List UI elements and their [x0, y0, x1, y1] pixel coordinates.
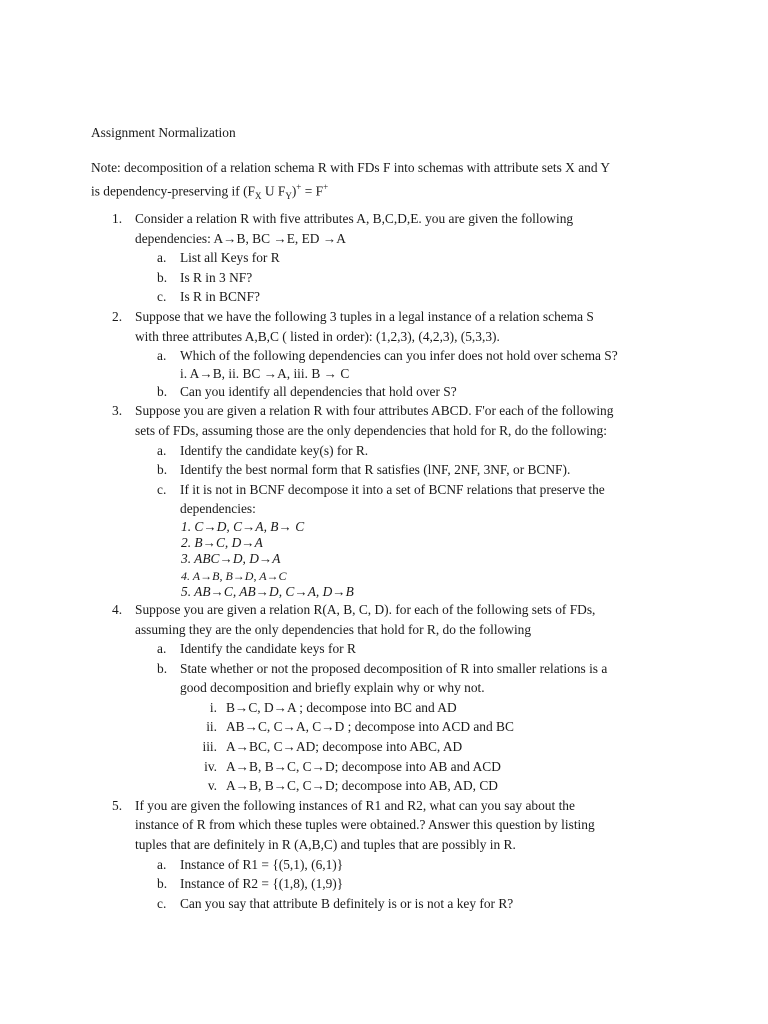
- sub-item: c. Can you say that attribute B definitely is or is not a key for R?: [157, 895, 514, 911]
- sub-item: b. State whether or not the proposed decomposition of R into smaller relations is a: [157, 660, 608, 676]
- question-text-line: with three attributes A,B,C ( listed in order): (1,2,3), (4,2,3), (5,3,3).: [135, 328, 500, 344]
- question-1: [0, 209, 690, 307]
- question-number: 3.: [112, 403, 123, 419]
- question-number: 4.: [112, 601, 123, 617]
- question-text-line: If you are given the following instances of R1 and R2, what can you say about the: [135, 797, 575, 813]
- roman-item: iv. A→B, B→C, C→D; decompose into AB and ACD: [204, 758, 501, 774]
- question-list: [0, 209, 768, 913]
- sub-item: c. Is R in BCNF?: [157, 289, 260, 305]
- note-paragraph: [91, 158, 691, 206]
- sub-item: b. Can you identify all dependencies that hold over S?: [157, 383, 457, 399]
- dependency-options: i. A→B, ii. BC →A, iii. B → C: [180, 365, 350, 381]
- question-number: 1.: [112, 211, 123, 226]
- question-text-line: tuples that are definitely in R (A,B,C) and tuples that are possibly in R.: [135, 837, 516, 853]
- sub-item: a. Which of the following dependencies can you infer does not hold over schema S?: [157, 348, 618, 364]
- roman-item: v. A→B, B→C, C→D; decompose into AB, AD, CD: [207, 778, 498, 794]
- note-line-1: Note: decomposition of a relation schema R with FDs F into schemas with attribute sets X and Y: [91, 160, 611, 175]
- sub-item: a. Identify the candidate key(s) for R.: [157, 442, 369, 458]
- sub-item-continuation: dependencies:: [180, 501, 256, 517]
- question-text-line: Consider a relation R with five attributes A, B,C,D,E. you are given the following: [135, 211, 574, 226]
- sub-item: b. Is R in 3 NF?: [157, 269, 253, 285]
- question-text-line: Suppose you are given a relation R(A, B, C, D). for each of the following sets of FDs,: [135, 601, 596, 617]
- question-text-line: assuming they are the only dependencies that hold for R, do the following: [135, 621, 532, 637]
- question-2: [0, 307, 690, 401]
- fd-set-item: 1. C→D, C→A, B→ C: [181, 518, 305, 534]
- question-text-line: dependencies: A→B, BC →E, ED →A: [135, 230, 346, 246]
- fd-set-item: 5. AB→C, AB→D, C→A, D→B: [181, 583, 354, 599]
- sub-item: c. If it is not in BCNF decompose it into a set of BCNF relations that preserve the: [157, 481, 605, 497]
- question-number: 5.: [112, 797, 123, 813]
- sub-item: a. List all Keys for R: [157, 250, 280, 266]
- roman-item: i. B→C, D→A ; decompose into BC and AD: [209, 699, 457, 715]
- fd-set-item: 3. ABC→D, D→A: [181, 551, 281, 567]
- sub-item-continuation: good decomposition and briefly explain why or why not.: [180, 680, 485, 696]
- question-5: [0, 796, 690, 914]
- question-4: [0, 600, 690, 796]
- question-text-line: instance of R from which these tuples were obtained.? Answer this question by listing: [135, 817, 595, 833]
- question-text-line: Suppose you are given a relation R with four attributes ABCD. F'or each of the following: [135, 403, 614, 419]
- question-text-line: sets of FDs, assuming those are the only dependencies that hold for R, do the following:: [135, 422, 607, 438]
- question-text-line: Suppose that we have the following 3 tuples in a legal instance of a relation schema S: [135, 308, 594, 324]
- fd-set-item: 4. A→B, B→D, A→C: [181, 568, 287, 583]
- sub-item: a. Identify the candidate keys for R: [157, 641, 356, 657]
- sub-item: a. Instance of R1 = {(5,1), (6,1)}: [157, 856, 344, 872]
- roman-item: iii. A→BC, C→AD; decompose into ABC, AD: [202, 739, 463, 755]
- sub-item: b. Identify the best normal form that R satisfies (lNF, 2NF, 3NF, or BCNF).: [157, 462, 571, 478]
- roman-item: ii. AB→C, C→A, C→D ; decompose into ACD and BC: [206, 719, 514, 735]
- note-line-2: is dependency-preserving if ($F_X$ U $F_Y)^+ = F^+$: [91, 181, 329, 201]
- question-number: 2.: [112, 308, 123, 324]
- document-title: Assignment Normalization: [91, 125, 236, 140]
- question-3: [0, 401, 690, 600]
- fd-set-item: 2. B→C, D→A: [181, 535, 263, 551]
- sub-item: b. Instance of R2 = {(1,8), (1,9)}: [157, 876, 344, 892]
